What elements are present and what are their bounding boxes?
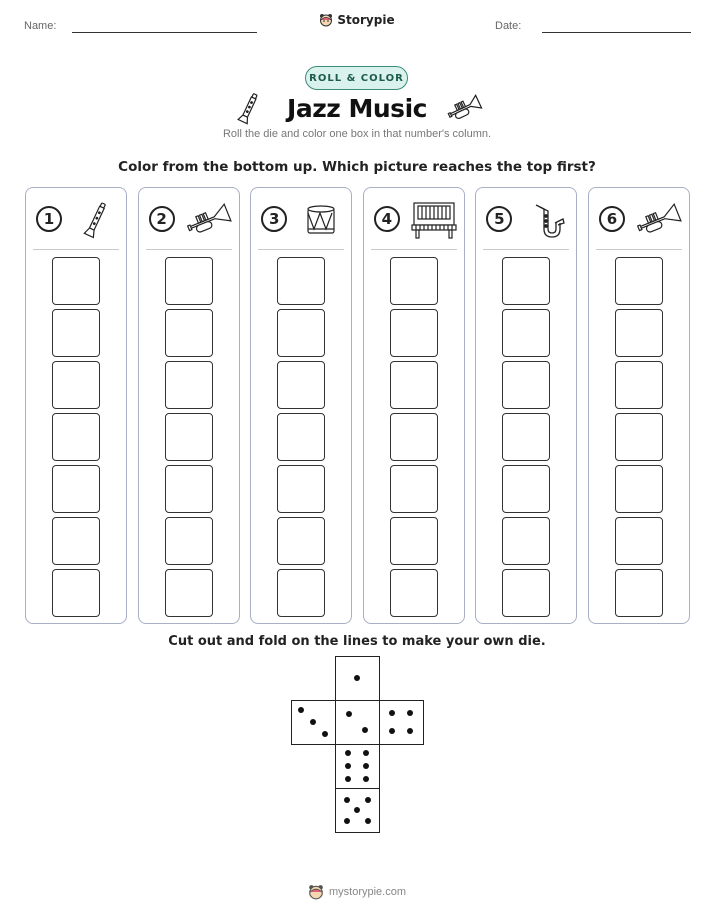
color-box[interactable] <box>277 517 325 565</box>
storypie-mascot-icon <box>319 13 333 27</box>
column-number: 4 <box>374 206 400 232</box>
color-box[interactable] <box>165 309 213 357</box>
column-header <box>149 201 233 241</box>
color-box[interactable] <box>615 569 663 617</box>
color-box[interactable] <box>165 413 213 461</box>
brand-name: Storypie <box>337 13 395 27</box>
color-box[interactable] <box>52 309 100 357</box>
die-pip <box>365 797 371 803</box>
die-pip <box>345 763 351 769</box>
column-divider <box>146 249 232 250</box>
color-box[interactable] <box>502 569 550 617</box>
column-number: 6 <box>599 206 625 232</box>
die-pip <box>354 675 360 681</box>
color-box[interactable] <box>502 309 550 357</box>
subtitle: Roll the die and color one box in that number's column. <box>222 128 492 140</box>
die-pip <box>344 797 350 803</box>
page-title: Jazz Music <box>287 93 427 123</box>
die-pip <box>407 710 413 716</box>
name-label: Name: <box>24 20 57 32</box>
date-line <box>542 32 691 33</box>
die-pip <box>322 731 328 737</box>
column-header <box>374 201 458 241</box>
brand-logo <box>0 13 714 27</box>
die-pip <box>362 727 368 733</box>
die-pip <box>344 818 350 824</box>
footer <box>0 884 714 900</box>
color-box[interactable] <box>615 309 663 357</box>
die-pip <box>363 776 369 782</box>
color-box[interactable] <box>615 361 663 409</box>
column-number: 5 <box>486 206 512 232</box>
color-box[interactable] <box>52 257 100 305</box>
die-pip <box>363 763 369 769</box>
clarinet-icon <box>72 201 120 239</box>
color-box[interactable] <box>165 465 213 513</box>
column-divider <box>596 249 682 250</box>
die-pip <box>365 818 371 824</box>
color-box[interactable] <box>390 257 438 305</box>
color-box[interactable] <box>502 517 550 565</box>
color-box[interactable] <box>52 569 100 617</box>
trumpet-icon <box>185 201 233 239</box>
die-pip <box>389 728 395 734</box>
clarinet-icon <box>231 90 267 126</box>
die-face-2 <box>335 700 380 745</box>
color-box[interactable] <box>52 361 100 409</box>
column-number: 1 <box>36 206 62 232</box>
column-5 <box>475 187 577 624</box>
column-2 <box>138 187 240 624</box>
color-box[interactable] <box>165 517 213 565</box>
die-pip <box>354 807 360 813</box>
column-6 <box>588 187 690 624</box>
trumpet-icon <box>635 201 683 239</box>
column-divider <box>371 249 457 250</box>
column-header <box>486 201 570 241</box>
die-pip <box>389 710 395 716</box>
die-face-6 <box>335 744 380 789</box>
column-header <box>599 201 683 241</box>
color-box[interactable] <box>502 413 550 461</box>
color-box[interactable] <box>52 465 100 513</box>
color-box[interactable] <box>390 517 438 565</box>
color-box[interactable] <box>277 569 325 617</box>
color-box[interactable] <box>615 413 663 461</box>
color-box[interactable] <box>165 569 213 617</box>
color-box[interactable] <box>502 257 550 305</box>
color-box[interactable] <box>502 465 550 513</box>
die-face-1 <box>335 656 380 701</box>
color-box[interactable] <box>52 413 100 461</box>
piano-icon <box>410 201 458 239</box>
color-box[interactable] <box>165 361 213 409</box>
date-label: Date: <box>495 20 522 32</box>
color-box[interactable] <box>390 413 438 461</box>
die-pip <box>345 750 351 756</box>
die-pip <box>407 728 413 734</box>
color-box[interactable] <box>615 517 663 565</box>
die-instruction: Cut out and fold on the lines to make your own die. <box>168 634 546 649</box>
die-pip <box>310 719 316 725</box>
color-box[interactable] <box>502 361 550 409</box>
footer-url: mystorypie.com <box>328 886 407 898</box>
color-box[interactable] <box>165 257 213 305</box>
trumpet-icon <box>447 90 483 126</box>
column-1 <box>25 187 127 624</box>
color-box[interactable] <box>277 413 325 461</box>
column-number: 2 <box>149 206 175 232</box>
color-box[interactable] <box>277 309 325 357</box>
color-box[interactable] <box>277 465 325 513</box>
die-pip <box>346 711 352 717</box>
color-box[interactable] <box>615 465 663 513</box>
color-box[interactable] <box>390 465 438 513</box>
column-3 <box>250 187 352 624</box>
storypie-mascot-icon <box>308 884 324 900</box>
die-face-3 <box>291 700 336 745</box>
saxophone-icon <box>522 201 570 239</box>
die-pip <box>345 776 351 782</box>
roll-and-color-badge: ROLL & COLOR <box>305 66 408 90</box>
die-pip <box>298 707 304 713</box>
column-number: 3 <box>261 206 287 232</box>
column-divider <box>258 249 344 250</box>
drum-icon <box>297 201 345 239</box>
die-face-4 <box>379 700 424 745</box>
color-box[interactable] <box>390 569 438 617</box>
name-line <box>72 32 257 33</box>
column-divider <box>33 249 119 250</box>
color-box[interactable] <box>390 361 438 409</box>
color-box[interactable] <box>52 517 100 565</box>
die-pip <box>363 750 369 756</box>
column-4 <box>363 187 465 624</box>
color-box[interactable] <box>615 257 663 305</box>
die-face-5 <box>335 788 380 833</box>
color-box[interactable] <box>277 257 325 305</box>
color-box[interactable] <box>390 309 438 357</box>
column-header <box>36 201 120 241</box>
column-header <box>261 201 345 241</box>
instruction: Color from the bottom up. Which picture reaches the top first? <box>118 159 596 175</box>
column-divider <box>483 249 569 250</box>
color-box[interactable] <box>277 361 325 409</box>
